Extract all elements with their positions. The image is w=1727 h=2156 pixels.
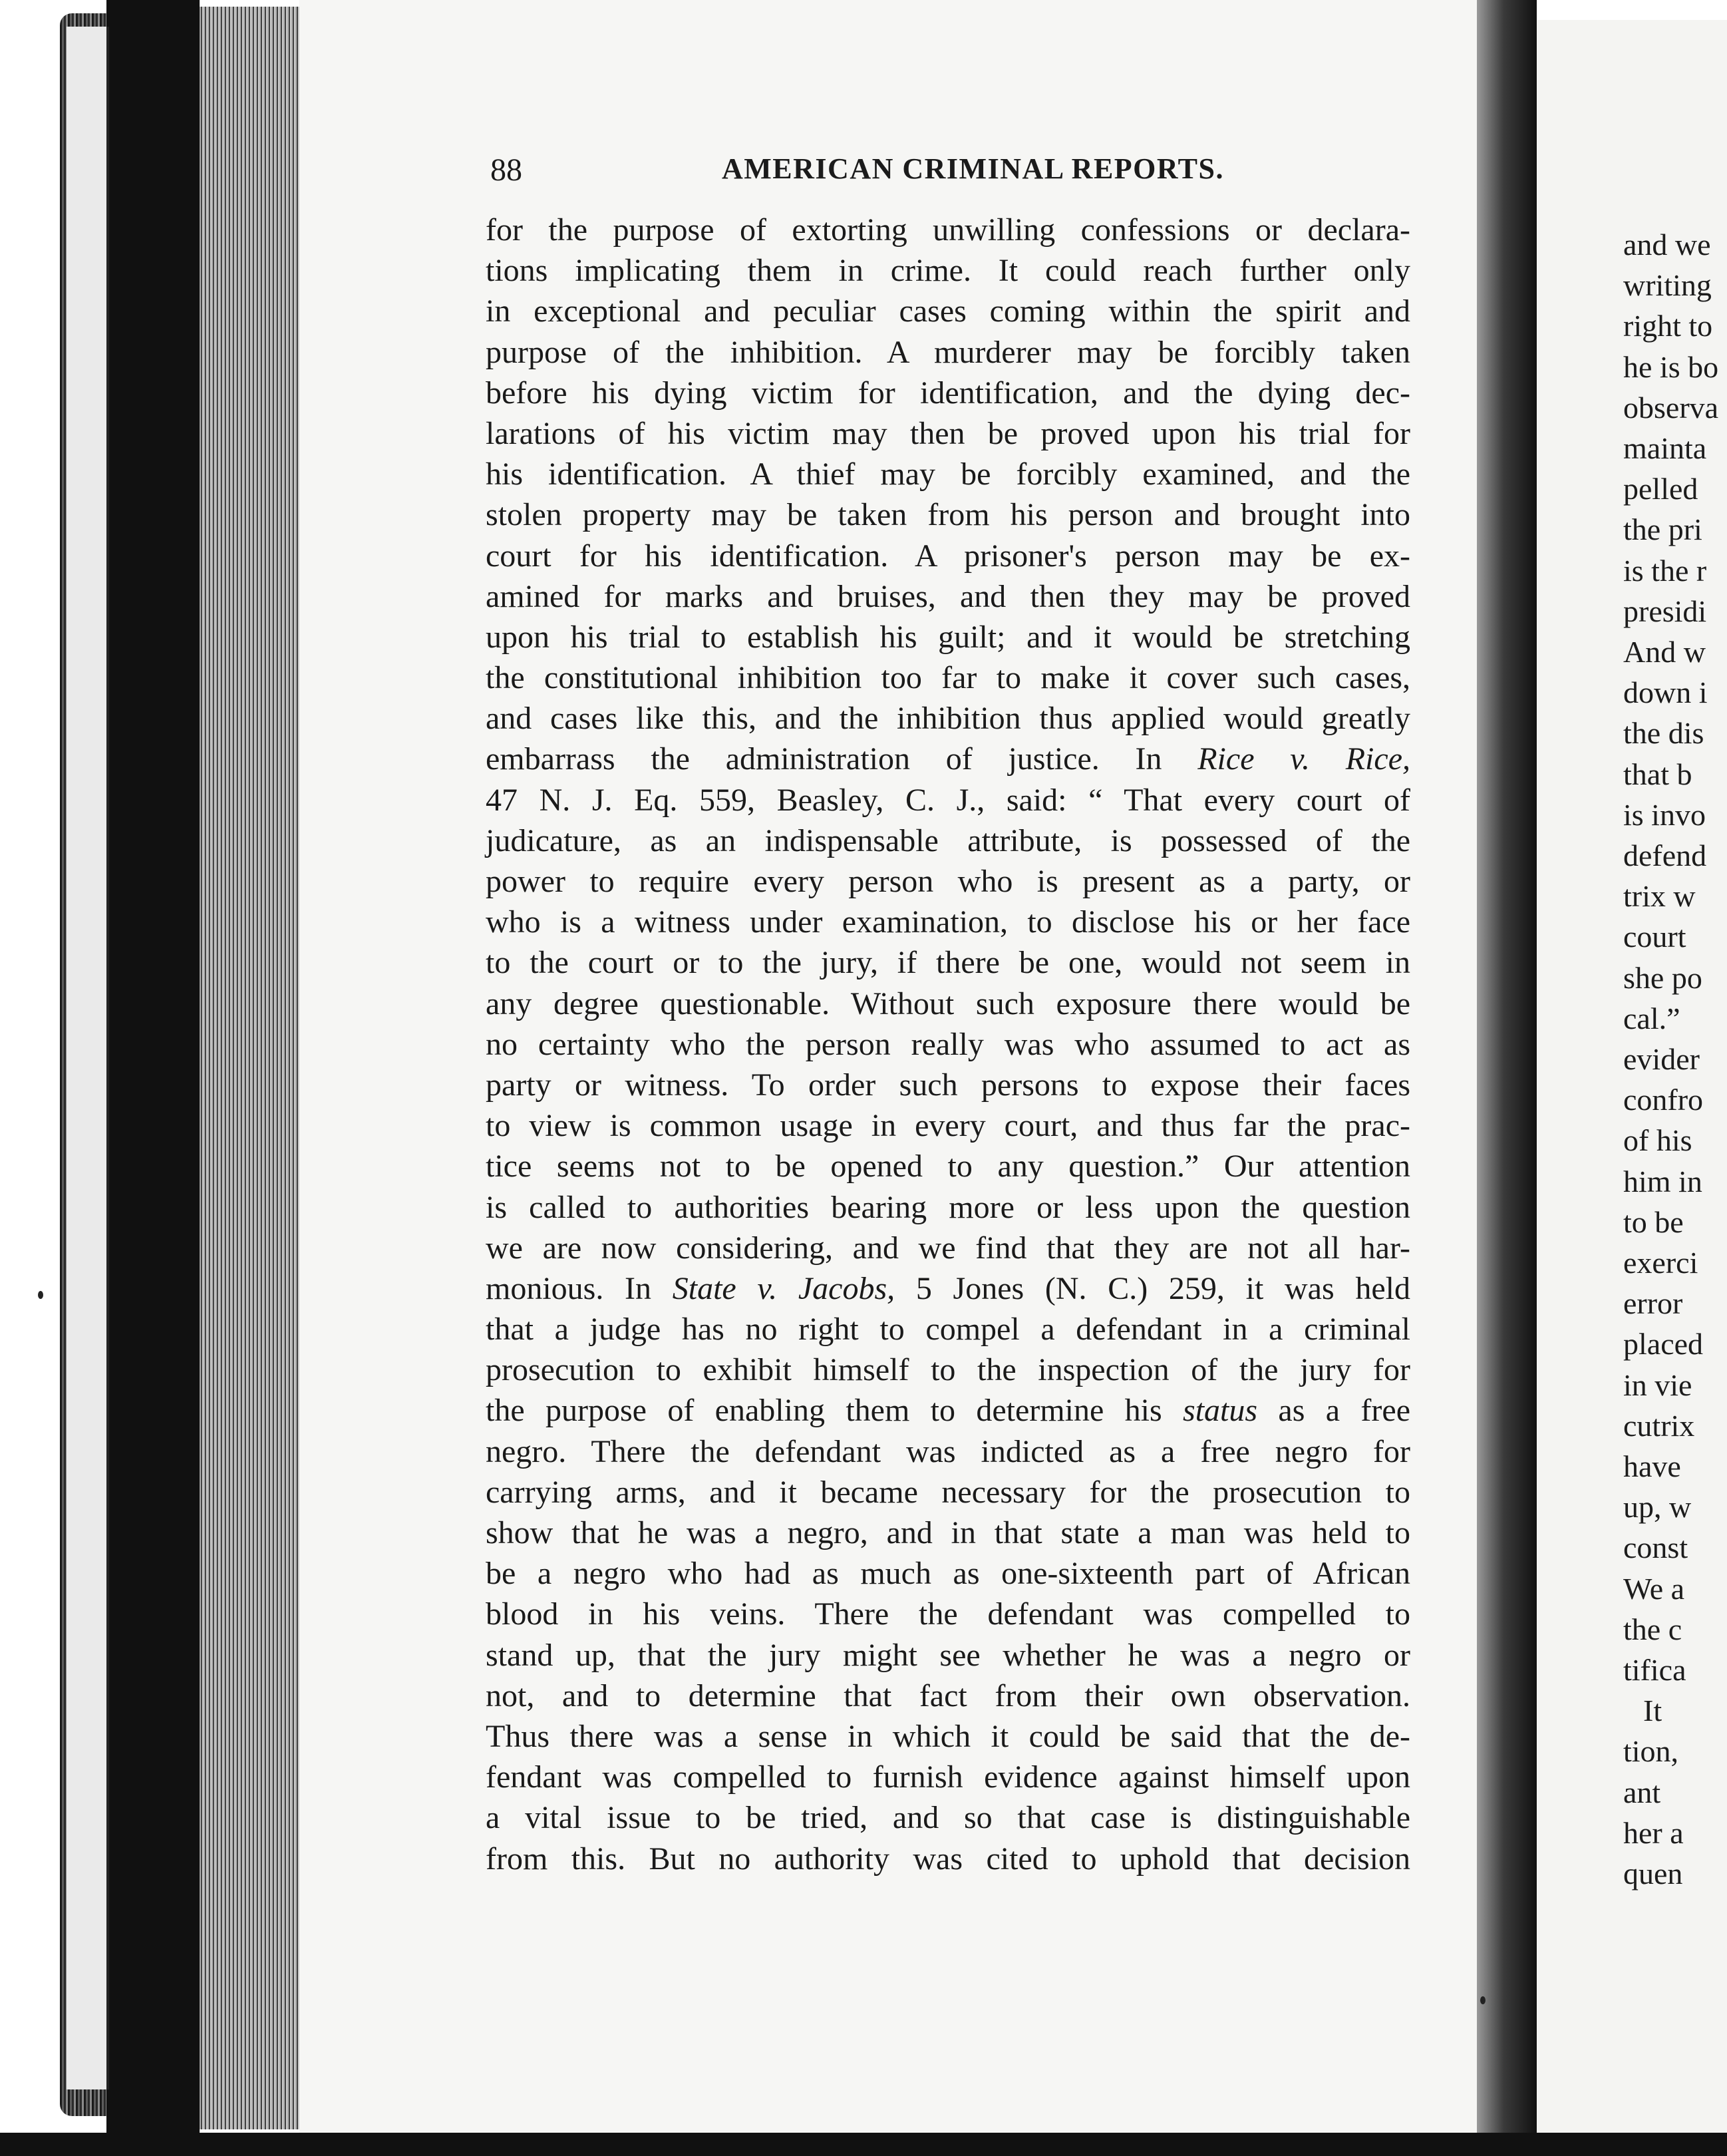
right-page-line-fragment: And w <box>1623 635 1706 669</box>
page-edge-leaves <box>200 7 299 2129</box>
text-line <box>486 1839 1410 1879</box>
right-page-line-fragment: court <box>1623 920 1686 954</box>
text-line <box>486 1349 1410 1390</box>
right-page-partial <box>1537 20 1727 2133</box>
right-page-line-fragment: observa <box>1623 390 1719 425</box>
text-line <box>486 1228 1410 1268</box>
right-page-line-fragment: down i <box>1623 675 1708 710</box>
text-run: amined for marks and bruises, and then they may be proved <box>486 578 1410 614</box>
text-run: 47 N. J. Eq. 559, Beasley, C. J., said: “ That every court of <box>486 782 1410 818</box>
text-run: that a judge has no right to compel a defendant in a criminal <box>486 1312 1410 1348</box>
right-page-line-fragment: confro <box>1623 1083 1704 1117</box>
text-line <box>486 1472 1410 1513</box>
text-line <box>486 657 1410 698</box>
text-line <box>486 902 1410 942</box>
text-run: from this. But no authority was cited to uphold that decision <box>486 1841 1410 1877</box>
text-run: for the purpose of extorting unwilling confessions or declara- <box>486 212 1410 248</box>
text-line <box>486 1676 1410 1716</box>
text-run: to the court or to the jury, if there be one, would not seem in <box>486 945 1410 981</box>
text-run: not, and to determine that fact from their own observation. <box>486 1678 1410 1713</box>
text-line <box>486 454 1410 494</box>
body-text <box>486 210 1410 1879</box>
text-run: power to require every person who is present as a party, or <box>486 864 1410 899</box>
text-run: fendant was compelled to furnish evidence against himself upon <box>486 1759 1410 1795</box>
right-page-line-fragment: error <box>1623 1286 1683 1321</box>
right-page-line-fragment: const <box>1623 1530 1688 1565</box>
right-page-line-fragment: she po <box>1623 960 1702 995</box>
text-run: we are now considering, and we find that they are not all har- <box>486 1230 1410 1266</box>
text-run: carrying arms, and it became necessary for the prosecution to <box>486 1474 1410 1510</box>
text-run: embarrass the administration of justice. In <box>486 741 1198 777</box>
text-line <box>486 1146 1410 1186</box>
text-run: and cases like this, and the inhibition thus applied would greatly <box>486 701 1410 737</box>
right-page-line-fragment: We a <box>1623 1571 1685 1606</box>
right-page-line-fragment: trix w <box>1623 879 1696 914</box>
text-run: tions implicating them in crime. It could reach further only <box>486 253 1410 289</box>
text-line <box>486 698 1410 739</box>
text-run: negro. There the defendant was indicted as a free negro for <box>486 1433 1410 1469</box>
right-page-line-fragment: pelled <box>1623 472 1698 506</box>
text-line <box>486 250 1410 291</box>
right-page-line-fragment: It <box>1643 1694 1662 1728</box>
right-page-line-fragment: him in <box>1623 1164 1702 1198</box>
text-run: as a free <box>1257 1393 1411 1429</box>
text-line <box>486 1594 1410 1634</box>
page-number: 88 <box>490 152 522 188</box>
text-run: prosecution to exhibit himself to the inspection of the jury for <box>486 1352 1410 1388</box>
text-line <box>486 1553 1410 1594</box>
text-run: purpose of the inhibition. A murderer may be forcibly taken <box>486 334 1410 370</box>
text-run: stand up, that the jury might see whether he was a negro or <box>486 1637 1410 1673</box>
text-line <box>486 780 1410 820</box>
text-line <box>486 820 1410 861</box>
right-page-line-fragment: tifica <box>1623 1653 1686 1687</box>
text-line <box>486 1187 1410 1228</box>
right-page-line-fragment: that b <box>1623 757 1692 791</box>
text-line <box>486 1309 1410 1349</box>
text-line <box>486 1635 1410 1676</box>
text-line <box>486 861 1410 902</box>
text-run: Thus there was a sense in which it could be said that the de- <box>486 1718 1410 1754</box>
text-line <box>486 617 1410 657</box>
case-citation-italic: status <box>1183 1393 1258 1429</box>
right-page-line-fragment: have <box>1623 1449 1681 1483</box>
text-line <box>486 1105 1410 1146</box>
text-line <box>486 1757 1410 1797</box>
right-page-line-fragment: her a <box>1623 1815 1684 1850</box>
text-line <box>486 1797 1410 1838</box>
right-page-line-fragment: quen <box>1623 1857 1683 1890</box>
right-page-line-fragment: defend <box>1623 838 1707 872</box>
text-run: court for his identification. A prisoner's person may be ex- <box>486 538 1410 574</box>
text-run: the purpose of enabling them to determine his <box>486 1393 1183 1429</box>
text-line <box>486 1431 1410 1472</box>
right-page-line-fragment: exerci <box>1623 1246 1698 1280</box>
text-run: in exceptional and peculiar cases coming within the spirit and <box>486 293 1410 329</box>
text-line <box>486 1065 1410 1105</box>
text-run: larations of his victim may then be proved upon his trial for <box>486 415 1410 451</box>
book-cover-edge <box>67 27 109 2089</box>
right-page-line-fragment: is invo <box>1623 797 1706 832</box>
text-run: tice seems not to be opened to any question.” Our attention <box>486 1149 1410 1184</box>
text-run: party or witness. To order such persons to expose their faces <box>486 1067 1410 1103</box>
scan-speck <box>1480 1996 1486 2004</box>
text-line <box>486 1268 1410 1309</box>
text-line <box>486 942 1410 983</box>
right-page-line-fragment: he is bo <box>1623 349 1719 384</box>
text-run: is called to authorities bearing more or less upon the question <box>486 1189 1410 1225</box>
text-line <box>486 576 1410 617</box>
right-page-line-fragment: and we <box>1623 228 1711 262</box>
text-run: his identification. A thief may be forcibly examined, and the <box>486 456 1410 492</box>
text-run: show that he was a negro, and in that state a man was held to <box>486 1515 1410 1550</box>
case-citation-italic: State v. Jacobs, <box>672 1270 895 1306</box>
right-page-line-fragment: evider <box>1623 1042 1700 1076</box>
text-line <box>486 291 1410 331</box>
text-line <box>486 1024 1410 1065</box>
text-run: judicature, as an indispensable attribute, is possessed of the <box>486 822 1410 858</box>
page-edge-shadow <box>106 0 200 2133</box>
right-page-line-fragment: cal.” <box>1623 1001 1680 1035</box>
text-run: the constitutional inhibition too far to make it cover such cases, <box>486 660 1410 696</box>
text-line <box>486 1390 1410 1431</box>
right-page-line-fragment: tion, <box>1623 1734 1679 1769</box>
right-page-line-fragment: presidi <box>1623 594 1707 628</box>
text-run: any degree questionable. Without such exposure there would be <box>486 986 1410 1021</box>
right-page-line-fragment: in vie <box>1623 1367 1692 1402</box>
text-line <box>486 494 1410 535</box>
right-page-line-fragment: the c <box>1623 1612 1682 1646</box>
text-line <box>486 210 1410 250</box>
text-run: before his dying victim for identification, and the dying dec- <box>486 375 1410 411</box>
scan-bottom-border <box>0 2133 1727 2156</box>
right-page-line-fragment: writing <box>1623 268 1712 303</box>
right-page-line-fragment: ant <box>1623 1775 1661 1809</box>
text-run: to view is common usage in every court, and thus far the prac- <box>486 1108 1410 1144</box>
text-line <box>486 536 1410 576</box>
text-run: stolen property may be taken from his person and brought into <box>486 497 1410 533</box>
text-run: blood in his veins. There the defendant was compelled to <box>486 1596 1410 1632</box>
text-line <box>486 332 1410 373</box>
right-page-line-fragment: right to <box>1623 309 1713 343</box>
text-run: who is a witness under examination, to disclose his or her face <box>486 904 1410 940</box>
right-page-line-fragment: the dis <box>1623 716 1704 751</box>
book-gutter <box>1477 0 1537 2156</box>
right-page-line-fragment: of his <box>1623 1123 1692 1158</box>
text-run: 5 Jones (N. C.) 259, it was held <box>895 1270 1410 1306</box>
text-line <box>486 984 1410 1024</box>
text-line <box>486 413 1410 454</box>
right-page-line-fragment: up, w <box>1623 1490 1692 1525</box>
right-page-line-fragment: the pri <box>1623 512 1702 547</box>
text-line <box>486 1716 1410 1757</box>
text-line <box>486 1513 1410 1553</box>
text-run: upon his trial to establish his guilt; and it would be stretching <box>486 619 1410 655</box>
scan-speck <box>38 1291 43 1299</box>
case-citation-italic: Rice v. Rice, <box>1197 741 1410 777</box>
right-page-line-fragment: cutrix <box>1623 1408 1695 1443</box>
running-head: AMERICAN CRIMINAL REPORTS. <box>722 152 1224 185</box>
text-line <box>486 373 1410 413</box>
text-run: a vital issue to be tried, and so that case is distinguishable <box>486 1800 1410 1836</box>
right-page-line-fragment: placed <box>1623 1327 1704 1361</box>
text-run: no certainty who the person really was who assumed to act as <box>486 1026 1410 1062</box>
right-page-line-fragment: to be <box>1623 1204 1684 1239</box>
text-run: be a negro who had as much as one-sixteenth part of African <box>486 1556 1410 1592</box>
right-page-line-fragment: is the r <box>1623 553 1707 588</box>
right-page-line-fragment: mainta <box>1623 431 1707 465</box>
text-run: monious. In <box>486 1270 673 1306</box>
text-line <box>486 739 1410 779</box>
